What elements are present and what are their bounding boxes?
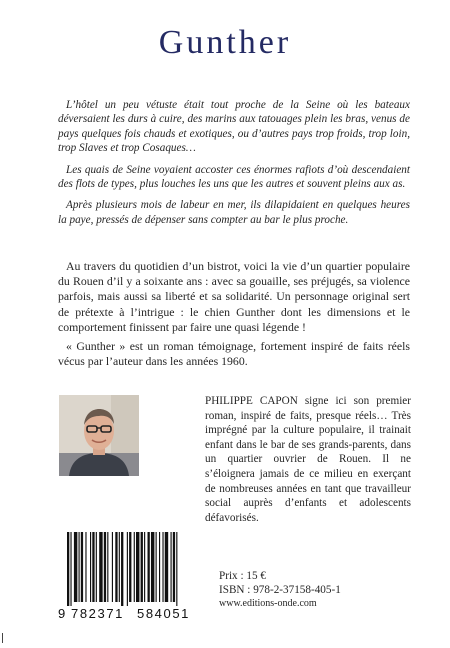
author-portrait-image [59, 395, 139, 476]
barcode-bar [115, 532, 117, 602]
author-photo [59, 395, 139, 476]
barcode-bar [85, 532, 86, 602]
barcode-bar [173, 532, 175, 602]
isbn: ISBN : 978-2-37158-405-1 [219, 584, 341, 596]
intro-excerpt [58, 98, 410, 234]
barcode-bar [67, 532, 69, 606]
trim-mark [2, 633, 3, 643]
barcode-number [58, 606, 208, 620]
barcode-bar [171, 532, 172, 602]
barcode-bar [165, 532, 168, 602]
barcode-bar [141, 532, 143, 602]
barcode-bar [112, 532, 113, 602]
barcode-bar [156, 532, 157, 602]
author-bio-text: PHILIPPE CAPON signe ici son premier roman, inspiré de faits, presque réels… Très imprégné par la culture populaire, il trainait enfant dans le bar de ses grands-parents, dans un quartier ouvrier de Rouen. Il ne s’éloignera jamais de ce milieu en exerçant de nombreuses années en tant que travailleur social auprès d’enfants et adolescents défavorisés. [205, 395, 411, 524]
barcode-bar [159, 532, 160, 602]
barcode-bar [90, 532, 91, 602]
barcode-bar [144, 532, 145, 602]
barcode-bar [127, 532, 128, 606]
barcode-bar [104, 532, 106, 602]
publisher-website: www.editions-onde.com [219, 598, 317, 609]
barcode-bar [151, 532, 154, 602]
barcode-bar [121, 532, 123, 606]
barcode-bar [119, 532, 120, 602]
synopsis [58, 259, 410, 373]
barcode-bar [79, 532, 80, 602]
intro-paragraph: Les quais de Seine voyaient accoster ces énormes rafiots d’où descendaient des flots de types, plus louches les uns que les autres et souvent pleins aux as. [58, 163, 410, 191]
barcode-bar [176, 532, 177, 606]
barcode-bar [81, 532, 83, 602]
barcode-bar [96, 532, 97, 602]
barcode-bar [129, 532, 131, 602]
barcode-bar [107, 532, 108, 602]
author-bio [205, 394, 411, 525]
barcode-group-left: 782371 [71, 606, 124, 621]
book-title: Gunther [158, 24, 292, 61]
barcode-bar [74, 532, 77, 602]
barcode-bar [134, 532, 135, 602]
intro-paragraph: Après plusieurs mois de labeur en mer, ils dilapidaient en quelques heures la paye, pressés de dépenser sans compter au bar le plus proche. [58, 199, 410, 226]
synopsis-paragraph: « Gunther » est un roman témoignage, fortement inspiré de faits réels vécus par l’auteur dans les années 1960. [58, 339, 410, 369]
barcode-bar [136, 532, 139, 602]
publication-info [219, 569, 419, 611]
price: Prix : 15 € [219, 570, 266, 582]
intro-paragraph: L’hôtel un peu vétuste était tout proche de la Seine où les bateaux déversaient les durs à cuire, des marins aux tatouages plein les bras, venus de pays quelques fois chauds et exotiques, ou d’autres pays trop froids, trop loin, trop Slaves et trop Cosaques… [58, 99, 410, 155]
barcode-group-right: 584051 [137, 606, 190, 621]
barcode-bar [99, 532, 102, 602]
barcode-bar [162, 532, 163, 602]
barcode-bar [148, 532, 150, 602]
barcode-bars [58, 532, 208, 606]
barcode-first-digit: 9 [58, 606, 66, 621]
barcode-bar [70, 532, 71, 606]
barcode-bar [92, 532, 94, 602]
synopsis-paragraph: Au travers du quotidien d’un bistrot, voici la vie d’un quartier populaire du Rouen d’il y a soixante ans : avec sa gouaille, ses préjugés, sa violence parfois, mais aussi sa liberté et sa solidarité. Un personnage original sert de prétexte à l’intrigue : le chien Gunther dont les dimensions et le comportement finissent par faire une quasi légende ! [58, 259, 410, 334]
